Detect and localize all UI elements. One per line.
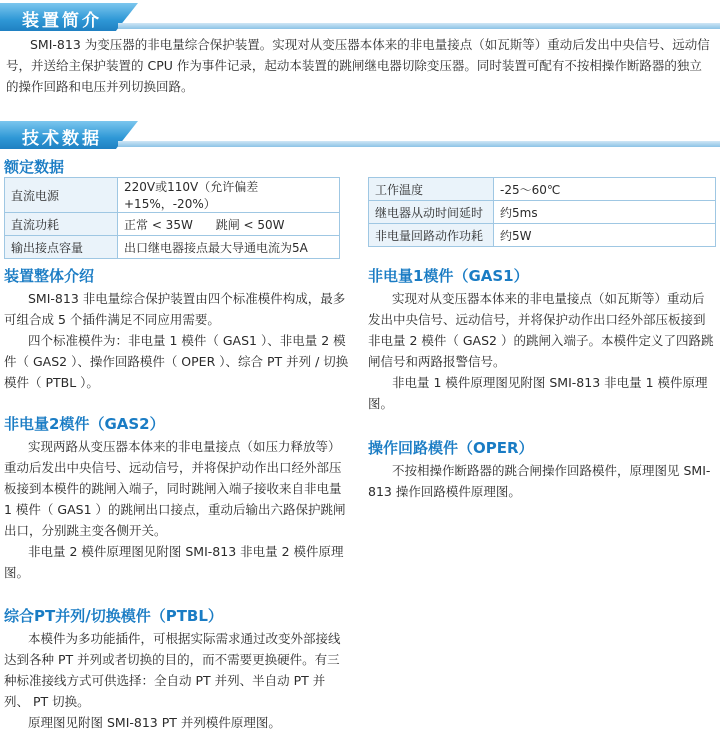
table-value: -25～60℃ (494, 178, 716, 201)
gas2-paragraph-2: 非电量 2 模件原理图见附图 SMI-813 非电量 2 模件原理图。 (4, 544, 344, 580)
table-key: 继电器从动时间延时 (369, 201, 494, 224)
table-key: 输出接点容量 (5, 236, 118, 259)
table-row (5, 236, 340, 259)
overall-body (4, 288, 350, 393)
ptbl-body (4, 628, 350, 733)
table-value: 正常 < 35W 跳闸 < 50W (118, 213, 340, 236)
table-row (369, 224, 716, 247)
rated-data-table-left (4, 177, 340, 259)
banner-line (118, 23, 720, 29)
table-key: 直流功耗 (5, 213, 118, 236)
gas2-body (4, 436, 350, 583)
oper-paragraph-1: 不按相操作断路器的跳合闸操作回路模件，原理图见 SMI-813 操作回路模件原理图。 (368, 463, 711, 499)
table-value: 出口继电器接点最大导通电流为5A (118, 236, 340, 259)
banner-title: 技术数据 (22, 129, 102, 149)
banner-line (118, 141, 720, 147)
overall-paragraph-2: 四个标准模件为：非电量 1 模件（ GAS1 ）、非电量 2 模件（ GAS2 ）、操作回路模件（ OPER ）、综合 PT 并列 / 切换模件（ PTBL ）。 (4, 333, 349, 390)
overall-heading: 装置整体介绍 (4, 267, 95, 285)
table-row (369, 201, 716, 224)
table-value: 220V或110V（允许偏差 +15%，-20%） (118, 178, 340, 213)
section-banner-intro (0, 3, 720, 31)
gas2-paragraph-1: 实现两路从变压器本体来的非电量接点（如压力释放等）重动后发出中央信号、远动信号，并将保护动作出口经外部压板接到本模件的跳闸入端子，同时跳闸入端子接收来自非电量 1 模件（ GAS1 ）的跳闸出口接点，重动后输出六路保护跳闸出口，分别跳主变各侧开关。 (4, 439, 346, 538)
gas1-paragraph-2: 非电量 1 模件原理图见附图 SMI-813 非电量 1 模件原理图。 (368, 375, 708, 411)
banner-title: 装置简介 (22, 11, 102, 31)
oper-body (368, 460, 716, 502)
table-value: 约5W (494, 224, 716, 247)
table-key: 直流电源 (5, 178, 118, 213)
oper-heading: 操作回路模件（OPER） (368, 439, 534, 457)
rated-data-heading: 额定数据 (4, 158, 65, 176)
ptbl-paragraph-2: 原理图见附图 SMI-813 PT 并列模件原理图。 (28, 715, 281, 730)
intro-paragraph: SMI-813 为变压器的非电量综合保护装置。实现对从变压器本体来的非电量接点（如瓦斯等）重动后发出中央信号、远动信号，并送给主保护装置的 CPU 作为事件记录，起动本装置的跳闸继电器切除变压器。同时装置可配有不按相操作断路器的独立的操作回路和电压并列切换回路。 (6, 37, 710, 94)
table-key: 非电量回路动作功耗 (369, 224, 494, 247)
table-row (5, 213, 340, 236)
ptbl-paragraph-1: 本模件为多功能插件，可根据实际需求通过改变外部接线达到各种 PT 并列或者切换的目的，而不需要更换硬件。有三种标准接线方式可供选择：全自动 PT 并列、半自动 PT 并列、 PT 切换。 (4, 631, 341, 709)
gas1-body (368, 288, 716, 414)
gas2-heading: 非电量2模件（GAS2） (4, 415, 165, 433)
gas1-paragraph-1: 实现对从变压器本体来的非电量接点（如瓦斯等）重动后发出中央信号、远动信号，并将保护动作出口经外部压板接到非电量 2 模件（ GAS2 ）的跳闸入端子。本模件定义了四路跳闸信号和两路报警信号。 (368, 291, 714, 369)
ptbl-heading: 综合PT并列/切换模件（PTBL） (4, 607, 223, 625)
rated-data-table-right (368, 177, 716, 247)
table-row (5, 178, 340, 213)
table-value: 约5ms (494, 201, 716, 224)
gas1-heading: 非电量1模件（GAS1） (368, 267, 529, 285)
section-banner-tech (0, 121, 720, 149)
table-key: 工作温度 (369, 178, 494, 201)
table-row (369, 178, 716, 201)
overall-paragraph-1: SMI-813 非电量综合保护装置由四个标准模件构成，最多可组合成 5 个插件满足不同应用需要。 (4, 291, 346, 327)
